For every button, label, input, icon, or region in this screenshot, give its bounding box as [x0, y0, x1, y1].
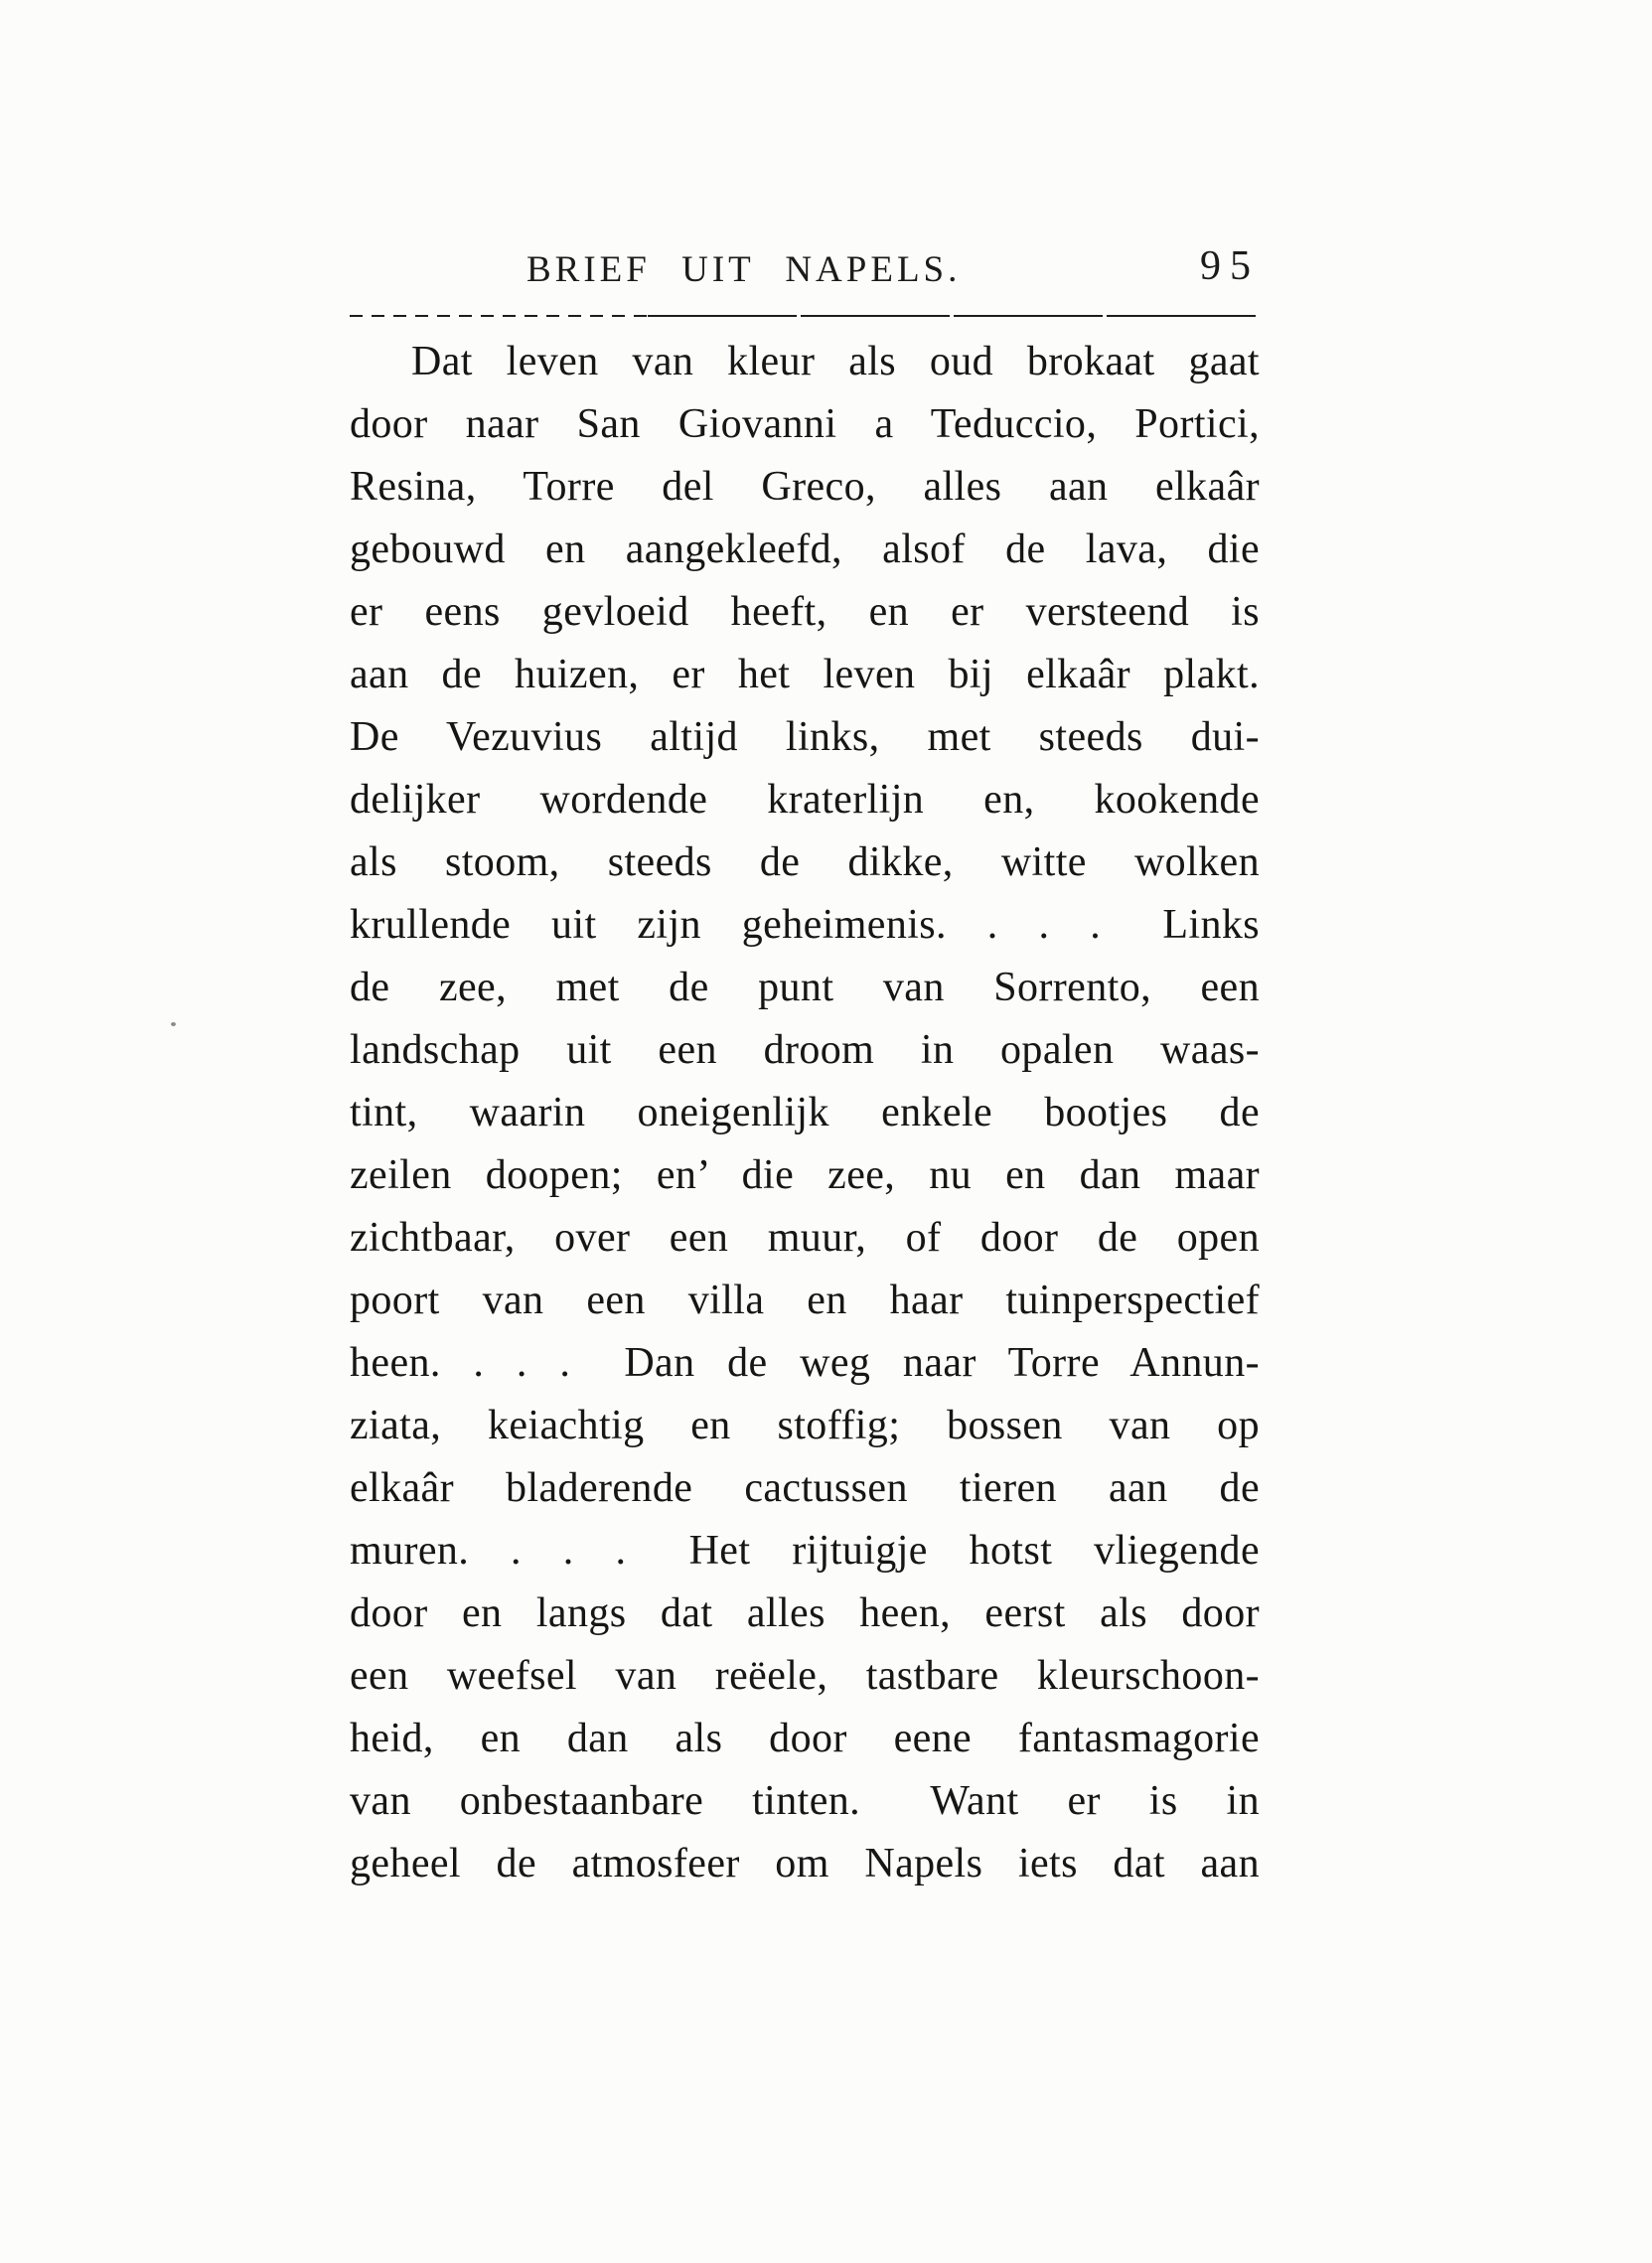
text-line: poort van een villa en haar tuinperspectief — [350, 1278, 1260, 1323]
page-header — [350, 243, 1260, 292]
text-line: krullende uit zijn geheimenis. . . . Links — [350, 902, 1260, 948]
text-line: door naar San Giovanni a Teduccio, Portici, — [350, 401, 1260, 447]
text-line: van onbestaanbare tinten. Want er is in — [350, 1778, 1260, 1824]
text-line: gebouwd en aangekleefd, alsof de lava, die — [350, 527, 1260, 572]
text-line: zeilen doopen; en’ die zee, nu en dan maar — [350, 1152, 1260, 1198]
ink-speck — [171, 1022, 176, 1026]
text-line: geheel de atmosfeer om Napels iets dat aan — [350, 1841, 1260, 1886]
text-line: muren. . . . Het rijtuigje hotst vliegende — [350, 1528, 1260, 1574]
text-line: er eens gevloeid heeft, en er versteend is — [350, 589, 1260, 635]
page-number: 95 — [1200, 243, 1260, 289]
text-line: als stoom, steeds de dikke, witte wolken — [350, 839, 1260, 885]
text-line: Dat leven van kleur als oud brokaat gaat — [411, 339, 1260, 384]
text-line: Resina, Torre del Greco, alles aan elkaâr — [350, 464, 1260, 510]
text-line: elkaâr bladerende cactussen tieren aan de — [350, 1465, 1260, 1511]
text-column — [350, 243, 1260, 1895]
page-body — [350, 331, 1260, 1895]
text-line: zichtbaar, over een muur, of door de open — [350, 1215, 1260, 1261]
text-line: door en langs dat alles heen, eerst als door — [350, 1590, 1260, 1636]
text-line: De Vezuvius altijd links, met steeds dui- — [350, 714, 1260, 760]
text-line: heen. . . . Dan de weg naar Torre Annun- — [350, 1340, 1260, 1386]
text-line: de zee, met de punt van Sorrento, een — [350, 965, 1260, 1010]
text-line: een weefsel van reëele, tastbare kleurschoon- — [350, 1653, 1260, 1699]
text-line: delijker wordende kraterlijn en, kookende — [350, 777, 1260, 823]
text-line: tint, waarin oneigenlijk enkele bootjes de — [350, 1090, 1260, 1135]
header-rule — [350, 314, 1260, 317]
text-line: ziata, keiachtig en stoffig; bossen van op — [350, 1403, 1260, 1448]
text-line: aan de huizen, er het leven bij elkaâr plakt. — [350, 652, 1260, 697]
running-title: BRIEF UIT NAPELS. — [526, 249, 962, 290]
text-line: landschap uit een droom in opalen waas- — [350, 1027, 1260, 1073]
text-line: heid, en dan als door eene fantasmagorie — [350, 1716, 1260, 1761]
